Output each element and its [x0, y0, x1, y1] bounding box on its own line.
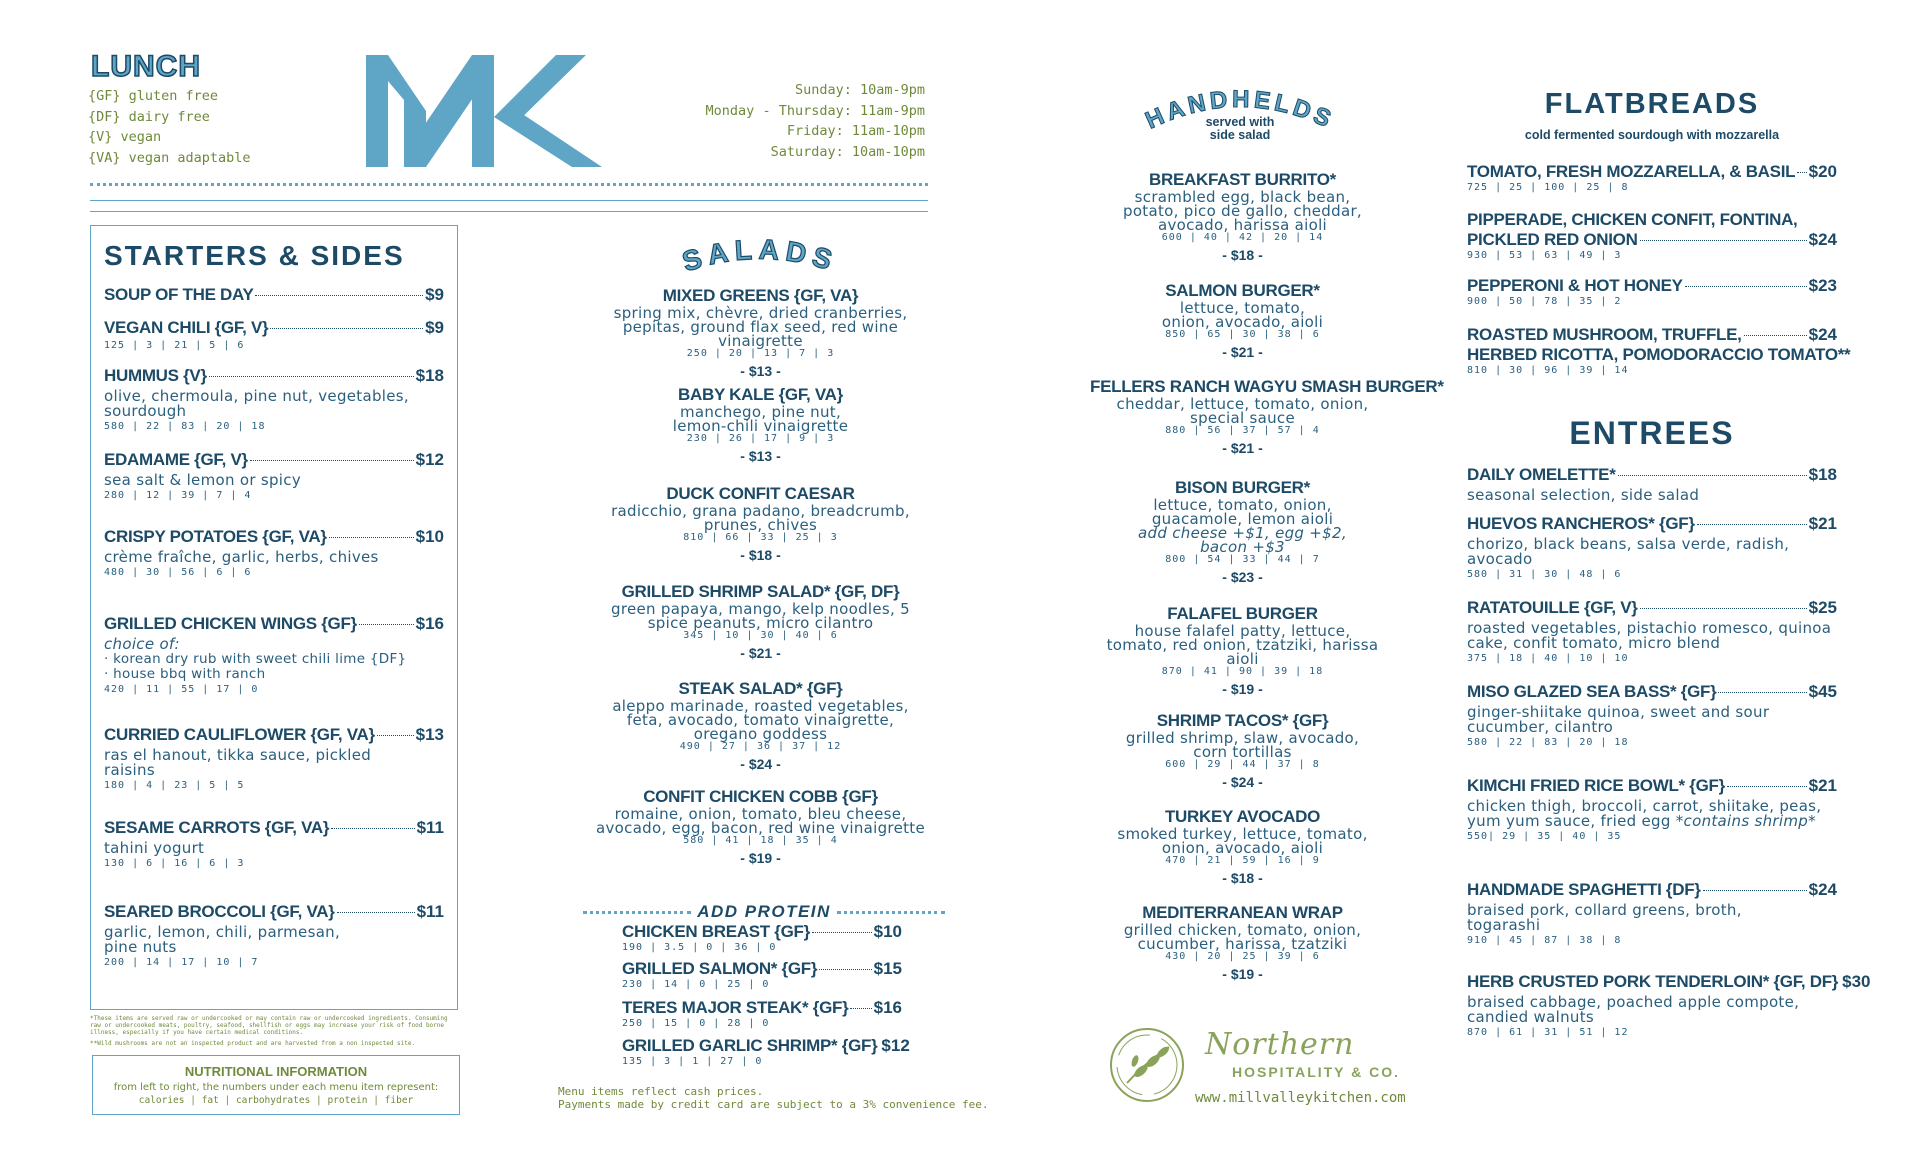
- menu-item: [104, 725, 444, 791]
- menu-item: [588, 385, 933, 464]
- nutrition-values: 230 | 14 | 0 | 25 | 0: [622, 979, 770, 990]
- item-description: olive, chermoula, pine nut, vegetables, sourdough: [104, 387, 409, 420]
- menu-item: [1467, 325, 1851, 376]
- item-description: spring mix, chèvre, dried cranberries, pepitas, ground flax seed, red wine vinaigrette: [613, 304, 908, 350]
- item-name: CURRIED CAULIFLOWER {GF, VA}: [104, 725, 375, 744]
- leader-dots: [1685, 286, 1807, 287]
- item-description: house falafel patty, lettuce, tomato, red onion, tzatziki, harissa aioli: [1106, 622, 1379, 668]
- leader-dots: [1640, 240, 1807, 241]
- mushroom-warning: **Wild mushrooms are not an inspected product and are harvested from a non inspected site.: [90, 1040, 416, 1047]
- item-description: [1467, 799, 1837, 829]
- svg-text:SALADS: SALADS: [678, 233, 842, 278]
- nutrition-values: 725 | 25 | 100 | 25 | 8: [1467, 182, 1629, 193]
- leader-dots: [1703, 890, 1807, 891]
- leader-dots: [850, 1008, 871, 1009]
- menu-item: [588, 582, 933, 661]
- item-name: BISON BURGER*: [1175, 478, 1310, 497]
- menu-item: [104, 818, 444, 869]
- item-description: green papaya, mango, kelp noodles, 5 spice peanuts, micro cilantro: [611, 600, 910, 632]
- nutrition-values: 930 | 53 | 63 | 49 | 3: [1467, 250, 1622, 261]
- menu-item: [1467, 276, 1837, 307]
- website-link[interactable]: www.millvalleykitchen.com: [1195, 1090, 1406, 1106]
- item-price: $30: [1842, 972, 1871, 991]
- menu-item: [1105, 604, 1380, 697]
- item-description: grilled shrimp, slaw, avocado, corn tortillas: [1125, 729, 1360, 761]
- item-name: EDAMAME {GF, V}: [104, 450, 248, 469]
- menu-item: [1467, 598, 1837, 664]
- item-price: $9: [425, 285, 444, 304]
- dotted-divider: [837, 911, 945, 914]
- item-price: $21: [1808, 776, 1837, 795]
- leader-dots: [812, 932, 872, 933]
- add-protein-title: ADD PROTEIN: [697, 902, 831, 921]
- item-name: DAILY OMELETTE*: [1467, 465, 1616, 484]
- menu-title: LUNCH: [91, 50, 201, 83]
- nutrition-values: 870 | 61 | 31 | 51 | 12: [1467, 1027, 1629, 1038]
- flatbreads-subtitle: cold fermented sourdough with mozzarella: [1524, 128, 1780, 142]
- menu-item: [1467, 210, 1837, 261]
- item-name: STEAK SALAD* {GF}: [678, 679, 843, 698]
- item-name: SEARED BROCCOLI {GF, VA}: [104, 902, 335, 921]
- menu-item: [1467, 880, 1837, 946]
- item-name: VEGAN CHILI {GF, V}: [104, 318, 269, 337]
- section-title-starters: STARTERS & SIDES: [104, 240, 405, 271]
- item-price: $25: [1808, 598, 1837, 617]
- payment-notice: [558, 1085, 988, 1111]
- header-divider: [90, 200, 928, 201]
- northern-hospitality-logo: [1105, 1025, 1190, 1105]
- item-description: braised pork, collard greens, broth, togarashi: [1467, 901, 1742, 934]
- item-name: FALAFEL BURGER: [1167, 604, 1318, 623]
- menu-item: [1105, 807, 1380, 886]
- item-name: GRILLED CHICKEN WINGS {GF}: [104, 614, 357, 633]
- leader-dots: [1718, 692, 1806, 693]
- item-name: TURKEY AVOCADO: [1164, 807, 1321, 826]
- hours-line: Monday - Thursday: 11am-9pm: [705, 102, 925, 119]
- item-price: $11: [416, 902, 444, 921]
- item-description: lettuce, tomato, onion, guacamole, lemon aioli: [1151, 496, 1334, 528]
- menu-item: [1105, 903, 1380, 982]
- leader-dots: [255, 295, 423, 296]
- item-name: RATATOUILLE {GF, V}: [1467, 598, 1638, 617]
- menu-item: [588, 286, 933, 379]
- item-price: $12: [415, 450, 444, 469]
- item-price: - $21 -: [1222, 344, 1263, 360]
- opening-hours: [660, 80, 925, 162]
- nutrition-values: 135 | 3 | 1 | 27 | 0: [622, 1056, 763, 1067]
- legend-item: {VA} vegan adaptable: [88, 149, 251, 166]
- menu-item: [588, 484, 933, 563]
- item-description: ginger-shiitake quinoa, sweet and sour cucumber, cilantro: [1467, 703, 1770, 736]
- item-name: GRILLED GARLIC SHRIMP* {GF}: [622, 1036, 878, 1055]
- item-price: $18: [1808, 465, 1837, 484]
- item-name: HERB CRUSTED PORK TENDERLOIN* {GF, DF}: [1467, 972, 1839, 991]
- leader-dots: [1744, 335, 1807, 336]
- item-description: · korean dry rub with sweet chili lime {DF} · house bbq with ranch: [104, 651, 407, 682]
- item-price: $23: [1808, 276, 1837, 295]
- leader-dots: [1797, 172, 1806, 173]
- nutrition-values: 850 | 65 | 30 | 38 | 6: [1165, 329, 1320, 340]
- item-name: MIXED GREENS {GF, VA}: [662, 286, 859, 305]
- menu-item: [104, 285, 444, 305]
- protein-item: [622, 959, 902, 990]
- item-description: manchego, pine nut, lemon-chili vinaigrette: [672, 403, 849, 435]
- menu-item: [104, 527, 444, 578]
- legend-item: {V} vegan: [88, 129, 162, 145]
- nutrition-values: 910 | 45 | 87 | 38 | 8: [1467, 935, 1622, 946]
- menu-item: [588, 679, 933, 772]
- nutrition-values: 130 | 6 | 16 | 6 | 3: [104, 858, 245, 869]
- nutrition-values: 900 | 50 | 78 | 35 | 2: [1467, 296, 1622, 307]
- item-name: GRILLED SALMON* {GF}: [622, 959, 818, 978]
- menu-item: [1467, 162, 1837, 193]
- item-name: TERES MAJOR STEAK* {GF}: [622, 998, 849, 1017]
- item-price: - $24 -: [740, 756, 781, 772]
- item-description: scrambled egg, black bean, potato, pico de gallo, cheddar, avocado, harissa aioli: [1123, 188, 1362, 234]
- raw-food-warning: *These items are served raw or undercooked or may contain raw or undercooked ingredients. Consuming raw or undercooked meats, poultry, seafood, shellfish or eggs may increase your risk of food borne illness, especially if you have certain medical conditions.: [90, 1015, 448, 1036]
- leader-dots: [1727, 786, 1807, 787]
- nutrition-values: 420 | 11 | 55 | 17 | 0: [104, 684, 259, 695]
- nutrition-values: 810 | 66 | 33 | 25 | 3: [683, 532, 838, 543]
- item-name: HUMMUS {V}: [104, 366, 207, 385]
- handhelds-subtitle: [1180, 116, 1300, 142]
- item-price: $15: [873, 959, 902, 978]
- menu-item: [104, 318, 444, 351]
- leader-dots: [329, 537, 414, 538]
- nutrition-values: 580 | 31 | 30 | 48 | 6: [1467, 569, 1622, 580]
- leader-dots: [377, 735, 414, 736]
- item-name: PEPPERONI & HOT HONEY: [1467, 276, 1683, 295]
- header-divider: [90, 211, 928, 212]
- nutrition-values: 490 | 27 | 36 | 37 | 12: [679, 741, 842, 752]
- menu-item: [1105, 281, 1380, 360]
- item-price: - $24 -: [1222, 774, 1263, 790]
- item-price: - $23 -: [1222, 569, 1263, 585]
- item-name: FELLERS RANCH WAGYU SMASH BURGER*: [1090, 377, 1444, 396]
- item-name: GRILLED SHRIMP SALAD* {GF, DF}: [621, 582, 900, 601]
- item-name: MEDITERRANEAN WRAP: [1142, 903, 1343, 922]
- item-description: tahini yogurt: [104, 839, 205, 857]
- nutrition-values: 870 | 41 | 90 | 39 | 18: [1161, 666, 1324, 677]
- nutrition-values: 250 | 20 | 13 | 7 | 3: [686, 348, 835, 359]
- card-fee-notice: Payments made by credit card are subject to a 3% convenience fee.: [558, 1098, 989, 1111]
- item-description: smoked turkey, lettuce, tomato, onion, avocado, aioli: [1117, 825, 1368, 857]
- legend-item: {DF} dairy free: [88, 108, 210, 125]
- leader-dots: [359, 624, 414, 625]
- leader-dots: [819, 969, 871, 970]
- leader-dots: [331, 828, 414, 829]
- subtitle-line: served with: [1205, 115, 1275, 129]
- item-price: $9: [425, 318, 444, 337]
- item-price: $45: [1808, 682, 1837, 701]
- item-name: DUCK CONFIT CAESAR: [666, 484, 855, 503]
- menu-item: [1105, 711, 1380, 790]
- item-name: PIPPERADE, CHICKEN CONFIT, FONTINA,: [1467, 210, 1798, 229]
- nutrition-values: 580 | 41 | 18 | 35 | 4: [683, 835, 838, 846]
- item-price: $18: [415, 366, 444, 385]
- nutrition-values: 480 | 30 | 56 | 6 | 6: [104, 567, 252, 578]
- hours-line: Saturday: 10am-10pm: [770, 143, 925, 160]
- cash-notice: Menu items reflect cash prices.: [558, 1085, 764, 1098]
- nutrition-values: 345 | 10 | 30 | 40 | 6: [683, 630, 838, 641]
- item-description: sea salt & lemon or spicy: [104, 471, 301, 489]
- item-name-cont: HERBED RICOTTA, POMODORACCIO TOMATO**: [1467, 345, 1851, 364]
- header-dotted-divider: [90, 183, 928, 186]
- item-description: braised cabbage, poached apple compote, candied walnuts: [1467, 993, 1800, 1026]
- menu-item: [1105, 170, 1380, 263]
- section-title-salads: [660, 222, 860, 282]
- hours-line: Friday: 11am-10pm: [786, 123, 925, 139]
- item-addons: add cheese +$1, egg +$2, bacon +$3: [1138, 524, 1347, 556]
- item-description: cheddar, lettuce, tomato, onion, special sauce: [1116, 395, 1369, 427]
- leader-dots: [337, 912, 415, 913]
- menu-item: [104, 902, 444, 968]
- item-description: aleppo marinade, roasted vegetables, feta, avocado, tomato vinaigrette, oregano goddess: [612, 697, 909, 743]
- leader-dots: [250, 460, 414, 461]
- item-name: MISO GLAZED SEA BASS* {GF}: [1467, 682, 1717, 701]
- item-description: chorizo, black beans, salsa verde, radish, avocado: [1467, 535, 1790, 568]
- leader-dots: [209, 376, 414, 377]
- item-name: HANDMADE SPAGHETTI {DF}: [1467, 880, 1701, 899]
- item-name: SOUP OF THE DAY: [104, 285, 254, 304]
- leader-dots: [270, 328, 423, 329]
- item-name: BABY KALE {GF, VA}: [678, 385, 843, 404]
- menu-item: [1467, 514, 1837, 580]
- nutrition-info-keys: calories | fat | carbohydrates | protein | fiber: [138, 1095, 414, 1106]
- allergen-note: *contains shrimp*: [1675, 812, 1816, 830]
- menu-item: [104, 614, 444, 695]
- nutrition-info-title: NUTRITIONAL INFORMATION: [184, 1064, 368, 1079]
- item-price: $16: [415, 614, 444, 633]
- item-description: choice of:: [104, 635, 180, 653]
- brand-script-name: Northern: [1205, 1027, 1355, 1062]
- nutrition-values: 375 | 18 | 40 | 10 | 10: [1467, 653, 1629, 664]
- item-price: $24: [1808, 230, 1837, 249]
- nutrition-values: 250 | 15 | 0 | 28 | 0: [622, 1018, 770, 1029]
- leader-dots: [1640, 608, 1807, 609]
- item-price: $13: [415, 725, 444, 744]
- item-name: CONFIT CHICKEN COBB {GF}: [643, 787, 878, 806]
- menu-item: [1090, 377, 1444, 456]
- item-price: - $18 -: [1222, 247, 1263, 263]
- item-description: radicchio, grana padano, breadcrumb, prunes, chives: [611, 502, 910, 534]
- dietary-legend: [88, 86, 251, 168]
- item-price: - $19 -: [1222, 966, 1263, 982]
- item-price: $20: [1808, 162, 1837, 181]
- section-title-entrees: ENTREES: [1569, 415, 1735, 451]
- item-description: garlic, lemon, chili, parmesan, pine nuts: [104, 923, 341, 956]
- mk-logo: [366, 55, 602, 167]
- item-name: SALMON BURGER*: [1165, 281, 1320, 300]
- item-name: CHICKEN BREAST {GF}: [622, 922, 810, 941]
- add-protein-header: [583, 902, 945, 922]
- description-text: chicken thigh, broccoli, carrot, shiitake, peas, yum yum sauce, fried egg: [1467, 797, 1822, 830]
- menu-item: [588, 787, 933, 866]
- nutrition-values: 180 | 4 | 23 | 5 | 5: [104, 780, 245, 791]
- item-price: $10: [415, 527, 444, 546]
- item-name: HUEVOS RANCHEROS* {GF}: [1467, 514, 1695, 533]
- leader-dots: [1618, 475, 1807, 476]
- nutrition-values: 580 | 22 | 83 | 20 | 18: [104, 421, 266, 432]
- item-name: CRISPY POTATOES {GF, VA}: [104, 527, 327, 546]
- protein-item: [622, 998, 902, 1029]
- nutrition-values: 125 | 3 | 21 | 5 | 6: [104, 340, 245, 351]
- protein-item: [622, 922, 902, 953]
- item-price: - $21 -: [740, 645, 781, 661]
- dotted-divider: [583, 911, 691, 914]
- nutrition-values: 280 | 12 | 39 | 7 | 4: [104, 490, 252, 501]
- nutrition-values: 190 | 3.5 | 0 | 36 | 0: [622, 942, 777, 953]
- item-description: grilled chicken, tomato, onion, cucumber, harissa, tzatziki: [1123, 921, 1362, 953]
- item-name: ROASTED MUSHROOM, TRUFFLE,: [1467, 325, 1742, 344]
- item-name: KIMCHI FRIED RICE BOWL* {GF}: [1467, 776, 1725, 795]
- item-description: romaine, onion, tomato, bleu cheese, avocado, egg, bacon, red wine vinaigrette: [596, 805, 925, 837]
- menu-item: [104, 366, 444, 432]
- item-name: SESAME CARROTS {GF, VA}: [104, 818, 330, 837]
- item-name-cont: PICKLED RED ONION: [1467, 230, 1638, 249]
- nutrition-values: 880 | 56 | 37 | 57 | 4: [1165, 425, 1320, 436]
- menu-item: [1105, 478, 1380, 585]
- item-price: $10: [873, 922, 902, 941]
- item-description: seasonal selection, side salad: [1467, 486, 1700, 504]
- menu-item: [1467, 972, 1871, 1038]
- item-price: - $21 -: [1222, 440, 1263, 456]
- nutrition-values: 810 | 30 | 96 | 39 | 14: [1467, 365, 1629, 376]
- item-price: - $18 -: [740, 547, 781, 563]
- hours-line: Sunday: 10am-9pm: [794, 82, 925, 98]
- item-price: - $13 -: [740, 363, 781, 379]
- item-price: - $13 -: [740, 448, 781, 464]
- item-description: roasted vegetables, pistachio romesco, quinoa cake, confit tomato, micro blend: [1467, 619, 1832, 652]
- item-name: SHRIMP TACOS* {GF}: [1156, 711, 1329, 730]
- nutrition-values: 580 | 22 | 83 | 20 | 18: [1467, 737, 1629, 748]
- svg-text:HANDHELDS: HANDHELDS: [1141, 85, 1339, 135]
- item-price: $24: [1808, 880, 1837, 899]
- item-price: $12: [881, 1036, 910, 1055]
- brand-subtitle: HOSPITALITY & CO.: [1232, 1064, 1401, 1080]
- nutrition-values: 550| 29 | 35 | 40 | 35: [1467, 831, 1622, 842]
- item-price: - $19 -: [1222, 681, 1263, 697]
- item-price: $24: [1808, 325, 1837, 344]
- nutrition-values: 430 | 20 | 25 | 39 | 6: [1165, 951, 1320, 962]
- section-title-flatbreads: FLATBREADS: [1544, 88, 1760, 120]
- nutrition-info-text: from left to right, the numbers under each menu item represent:: [113, 1082, 439, 1093]
- item-description: lettuce, tomato, onion, avocado, aioli: [1161, 299, 1324, 331]
- item-price: $11: [416, 818, 444, 837]
- item-name: BREAKFAST BURRITO*: [1149, 170, 1336, 189]
- leader-dots: [1697, 524, 1807, 525]
- nutrition-values: 600 | 29 | 44 | 37 | 8: [1165, 759, 1320, 770]
- menu-item: [104, 450, 444, 501]
- menu-item: [1467, 465, 1837, 503]
- nutrition-values: 230 | 26 | 17 | 9 | 3: [686, 433, 835, 444]
- item-price: - $19 -: [740, 850, 781, 866]
- legend-item: {GF} gluten free: [88, 88, 219, 104]
- item-price: - $18 -: [1222, 870, 1263, 886]
- nutrition-values: 200 | 14 | 17 | 10 | 7: [104, 957, 259, 968]
- item-description: crème fraîche, garlic, herbs, chives: [104, 548, 379, 566]
- nutrition-values: 470 | 21 | 59 | 16 | 9: [1165, 855, 1320, 866]
- item-price: $21: [1808, 514, 1837, 533]
- menu-item: [1467, 682, 1837, 748]
- fine-print: [90, 1015, 462, 1047]
- item-price: $16: [873, 998, 902, 1017]
- item-name: TOMATO, FRESH MOZZARELLA, & BASIL: [1467, 162, 1796, 181]
- subtitle-line: side salad: [1209, 128, 1271, 142]
- nutrition-values: 800 | 54 | 33 | 44 | 7: [1165, 554, 1320, 565]
- menu-item: [1467, 776, 1837, 842]
- nutrition-values: 600 | 40 | 42 | 20 | 14: [1161, 232, 1324, 243]
- protein-item: [622, 1036, 910, 1067]
- item-description: ras el hanout, tikka sauce, pickled raisins: [104, 746, 372, 779]
